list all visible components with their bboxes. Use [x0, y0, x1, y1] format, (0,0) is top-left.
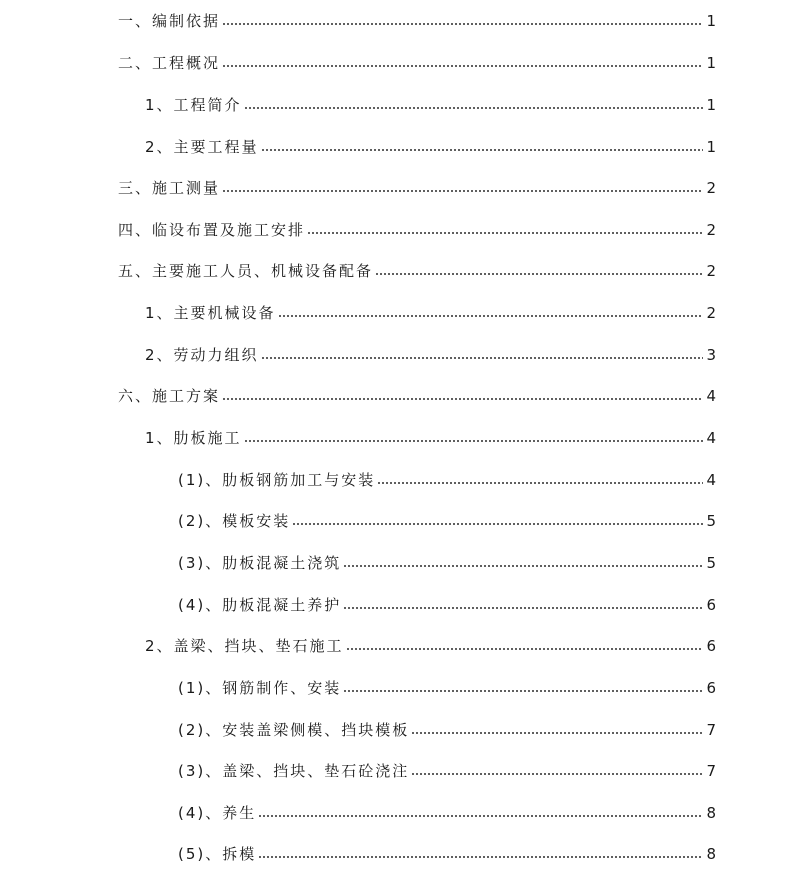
- toc-page-number: 7: [706, 721, 716, 739]
- toc-title: (2)、安装盖梁侧模、挡块模板: [178, 721, 410, 739]
- toc-entry[interactable]: [0, 800, 716, 822]
- dot-leader: [222, 397, 703, 401]
- toc-title: 2、劳动力组织: [145, 346, 259, 364]
- toc-entry[interactable]: [0, 675, 716, 697]
- dot-leader: [292, 522, 703, 526]
- dot-leader: [307, 231, 703, 235]
- toc-page-number: 4: [706, 429, 716, 447]
- toc-title: 1、肋板施工: [145, 429, 242, 447]
- toc-title: 2、主要工程量: [145, 138, 259, 156]
- toc-page-number: 1: [706, 12, 716, 30]
- toc-title: 1、主要机械设备: [145, 304, 276, 322]
- toc-title: 三、施工测量: [118, 179, 221, 197]
- toc-page-number: 2: [706, 221, 716, 239]
- toc-page-number: 5: [706, 512, 716, 530]
- toc-entry[interactable]: [0, 134, 716, 156]
- toc-page-number: 5: [706, 554, 716, 572]
- toc-entry[interactable]: [0, 841, 716, 863]
- toc-title: 1、工程简介: [145, 96, 242, 114]
- toc-title: (2)、模板安装: [178, 512, 291, 530]
- toc-entry[interactable]: [0, 592, 716, 614]
- dot-leader: [244, 106, 704, 110]
- toc-entry[interactable]: [0, 717, 716, 739]
- dot-leader: [222, 22, 703, 26]
- dot-leader: [411, 731, 703, 735]
- toc-page-number: 4: [706, 471, 716, 489]
- toc-entry[interactable]: [0, 8, 716, 30]
- toc-title: 四、临设布置及施工安排: [118, 221, 306, 239]
- toc-title: 一、编制依据: [118, 12, 221, 30]
- toc-entry[interactable]: [0, 92, 716, 114]
- toc-entry[interactable]: [0, 258, 716, 280]
- toc-page-number: 2: [706, 179, 716, 197]
- dot-leader: [258, 855, 703, 859]
- toc-title: (5)、拆模: [178, 845, 257, 863]
- toc-title: (3)、肋板混凝土浇筑: [178, 554, 342, 572]
- toc-page-number: 8: [706, 804, 716, 822]
- toc-page-number: 7: [706, 762, 716, 780]
- dot-leader: [222, 189, 703, 193]
- dot-leader: [411, 772, 703, 776]
- toc-page-number: 2: [706, 262, 716, 280]
- toc-entry[interactable]: [0, 342, 716, 364]
- dot-leader: [261, 356, 704, 360]
- toc-entry[interactable]: [0, 300, 716, 322]
- dot-leader: [278, 314, 704, 318]
- dot-leader: [258, 814, 703, 818]
- dot-leader: [343, 606, 703, 610]
- toc-title: (4)、养生: [178, 804, 257, 822]
- toc-page-number: 8: [706, 845, 716, 863]
- toc-entry[interactable]: [0, 633, 716, 655]
- toc-page-number: 3: [706, 346, 716, 364]
- toc-entry[interactable]: [0, 467, 716, 489]
- toc-title: 五、主要施工人员、机械设备配备: [118, 262, 374, 280]
- toc-title: 二、工程概况: [118, 54, 221, 72]
- dot-leader: [343, 564, 703, 568]
- dot-leader: [222, 64, 703, 68]
- toc-page-number: 1: [706, 54, 716, 72]
- dot-leader: [346, 647, 704, 651]
- toc-entry[interactable]: [0, 50, 716, 72]
- dot-leader: [375, 272, 703, 276]
- dot-leader: [261, 148, 704, 152]
- dot-leader: [343, 689, 703, 693]
- toc-entry[interactable]: [0, 550, 716, 572]
- toc-entry[interactable]: [0, 425, 716, 447]
- toc-entry[interactable]: [0, 758, 716, 780]
- toc-page-number: 6: [706, 679, 716, 697]
- toc-title: 六、施工方案: [118, 387, 221, 405]
- toc-title: (1)、钢筋制作、安装: [178, 679, 342, 697]
- toc-entry[interactable]: [0, 383, 716, 405]
- dot-leader: [244, 439, 704, 443]
- toc-page-number: 6: [706, 637, 716, 655]
- dot-leader: [377, 481, 703, 485]
- toc-page-number: 4: [706, 387, 716, 405]
- toc-entry[interactable]: [0, 217, 716, 239]
- toc-title: (3)、盖梁、挡块、垫石砼浇注: [178, 762, 410, 780]
- toc-page-number: 2: [706, 304, 716, 322]
- toc-page-number: 1: [706, 138, 716, 156]
- toc-entry[interactable]: [0, 508, 716, 530]
- toc-page-number: 1: [706, 96, 716, 114]
- toc-page-number: 6: [706, 596, 716, 614]
- toc-title: (4)、肋板混凝土养护: [178, 596, 342, 614]
- toc-title: 2、盖梁、挡块、垫石施工: [145, 637, 344, 655]
- toc-entry[interactable]: [0, 175, 716, 197]
- toc-title: (1)、肋板钢筋加工与安装: [178, 471, 376, 489]
